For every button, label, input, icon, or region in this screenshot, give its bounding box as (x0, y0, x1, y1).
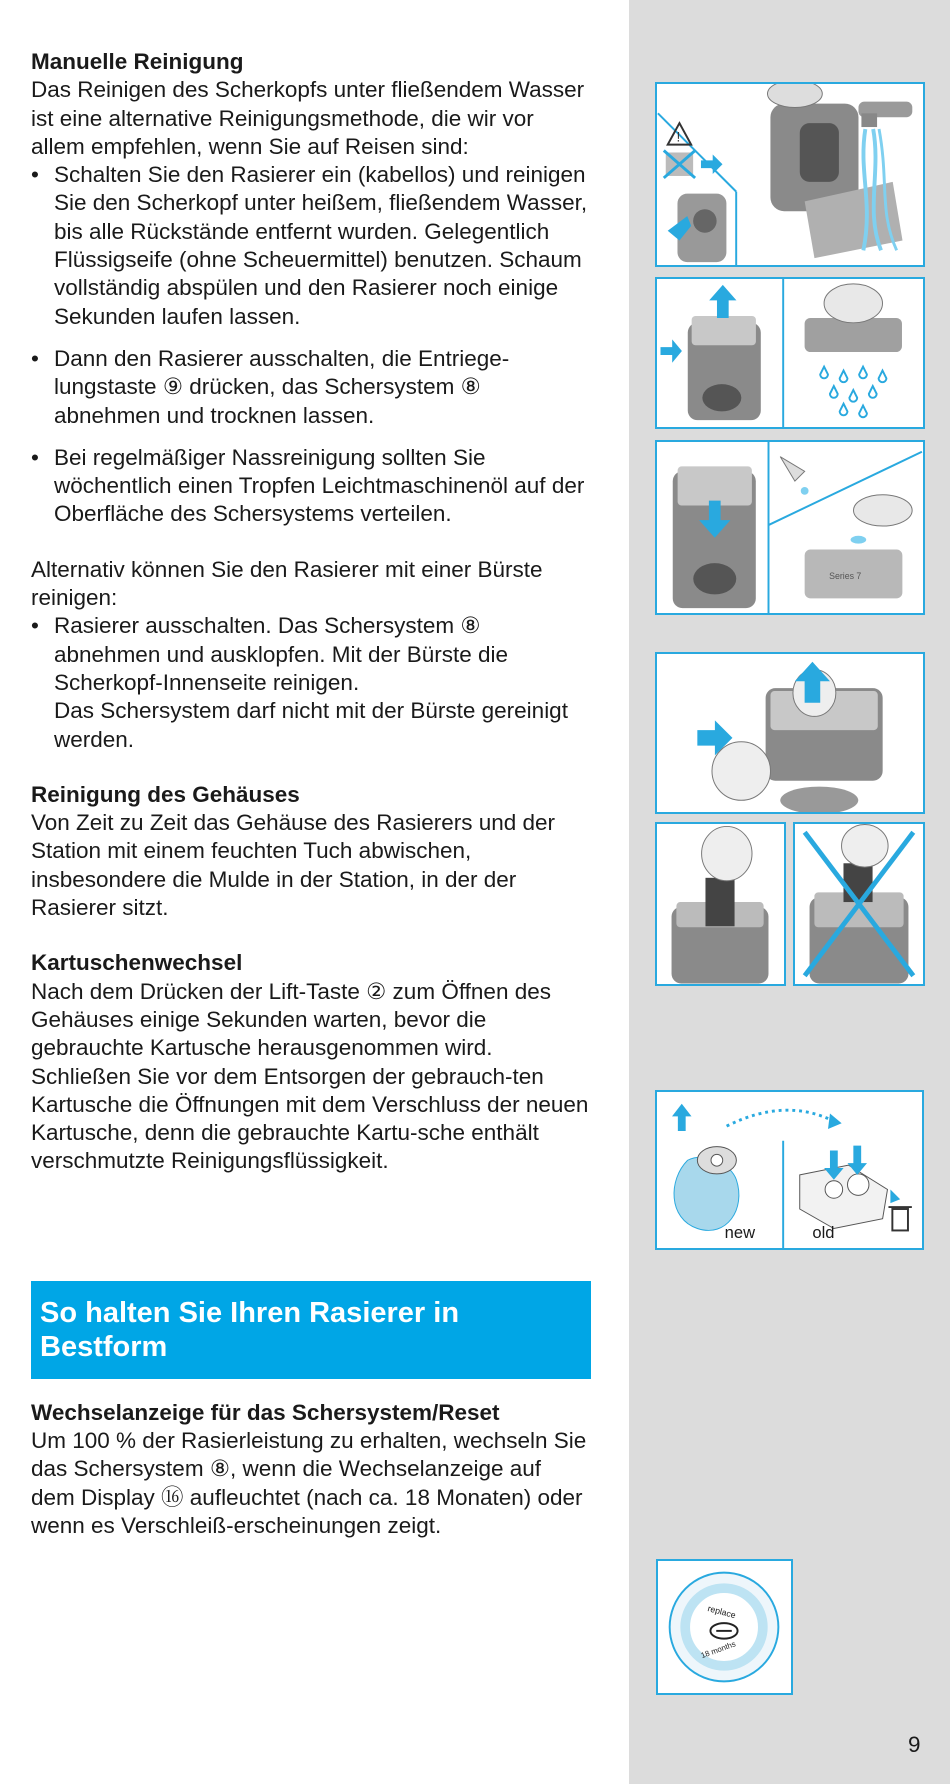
replace-indicator-illustration (658, 1561, 791, 1693)
rinse-illustration (657, 84, 923, 265)
list-item (31, 612, 591, 753)
cartridge-text-2: Schließen Sie vor dem Entsorgen der gebrauch-ten Kartusche die Öffnungen mit dem Verschluss der neuen Kartusche, denn die gebrauchte Kartu-sche enthält verschmutzte Reinigungsflüssigkeit. (31, 1063, 589, 1174)
list-item: • Schalten Sie den Rasierer ein (kabellos) und reinigen Sie den Scherkopf unter heißem, fließendem Wasser, bis alle Rückstände entfernt wurden. Gelegentlich Flüssigseife (ohne Scheuermittel) benutzen. Schaum vollständig abspülen und den Rasierer noch einige Sekunden laufen lassen. (31, 161, 591, 331)
remove-dry-illustration (657, 279, 923, 427)
arrow-right-icon (661, 339, 682, 362)
main-text-column (31, 48, 591, 1540)
list-item: • Bei regelmäßiger Nassreinigung sollten Sie wöchentlich einen Tropfen Leichtmaschinenöl auf der Oberfläche des Schersystems verteilen. (31, 444, 591, 529)
brush-foil-illustration (795, 824, 923, 984)
replace-icon-months: 18 months (699, 1639, 737, 1661)
list-item: • Dann den Rasierer ausschalten, die Entriege-lungstaste ⑨ drücken, das Schersystem ⑧ abnehmen und trocknen lassen. (31, 345, 591, 430)
replacement-text: Um 100 % der Rasierleistung zu erhalten, wechseln Sie das Schersystem ⑧, wenn die Wechselanzeige auf dem Display ⑯ aufleuchtet (nach ca. 18 Monaten) oder wenn es Verschleiß-erscheinungen zeigt. (31, 1427, 587, 1538)
series-label: Series 7 (829, 570, 862, 581)
figure-rinse-under-tap (655, 82, 925, 267)
brush-intro: Alternativ können Sie den Rasierer mit einer Bürste reinigen: (31, 556, 543, 611)
housing-heading: Reinigung des Gehäuses (31, 781, 300, 807)
replace-icon (685, 1588, 763, 1666)
trash-icon (892, 1209, 908, 1230)
knock-out-illustration (657, 654, 923, 812)
brush-bullet-text: Rasierer ausschalten. Das Schersystem ⑧ abnehmen und ausklopfen. Mit der Bürste die Scherkopf-Innenseite reinigen. (54, 613, 509, 695)
manual-cleaning-heading: Manuelle Reinigung (31, 49, 244, 74)
cartridge-illustration (657, 1092, 922, 1248)
arrow-up-icon (672, 1104, 692, 1131)
figure-oil-foil (655, 440, 925, 615)
manual-cleaning-intro: Das Reinigen des Scherkopfs unter fließendem Wasser ist eine alternative Reinigungsmethode, die wir vor allem empfehlen, wenn Sie auf Reisen sind: (31, 77, 585, 159)
cartridge-new-label: new (724, 1223, 756, 1243)
cartridge-old-label: old (812, 1223, 835, 1243)
replacement-heading: Wechselanzeige für das Schersystem/Reset (31, 1399, 500, 1425)
figure-replace-indicator (656, 1559, 793, 1695)
housing-text: Von Zeit zu Zeit das Gehäuse des Rasierers und der Station mit einem feuchten Tuch abwischen, insbesondere die Mulde in der Station, in der der Rasierer sitzt. (31, 810, 556, 921)
section-banner: So halten Sie Ihren Rasierer in Bestform (31, 1281, 591, 1379)
figure-knock-out (655, 652, 925, 814)
brush-list (31, 612, 591, 753)
arrow-up-icon (709, 285, 736, 318)
water-drops (820, 367, 886, 418)
replace-icon-text: replace (706, 1603, 737, 1621)
page-number: 9 (908, 1732, 921, 1757)
oil-illustration (657, 442, 923, 613)
brush-note: Das Schersystem darf nicht mit der Bürste gereinigt werden. (54, 698, 568, 752)
cartridge-heading: Kartuschenwechsel (31, 950, 243, 976)
manual-cleaning-list (31, 161, 591, 529)
figure-brush-foil-crossed (793, 822, 925, 986)
figure-brush-inside (655, 822, 786, 986)
cartridge-text-1: Nach dem Drücken der Lift-Taste ② zum Öffnen des Gehäuses einige Sekunden warten, bevor die gebrauchte Kartusche herausgenommen wird. (31, 978, 551, 1061)
figure-remove-and-dry (655, 277, 925, 429)
brush-inside-illustration (657, 824, 784, 984)
svg-text:!: ! (676, 129, 681, 145)
figure-cartridge-change (655, 1090, 924, 1250)
